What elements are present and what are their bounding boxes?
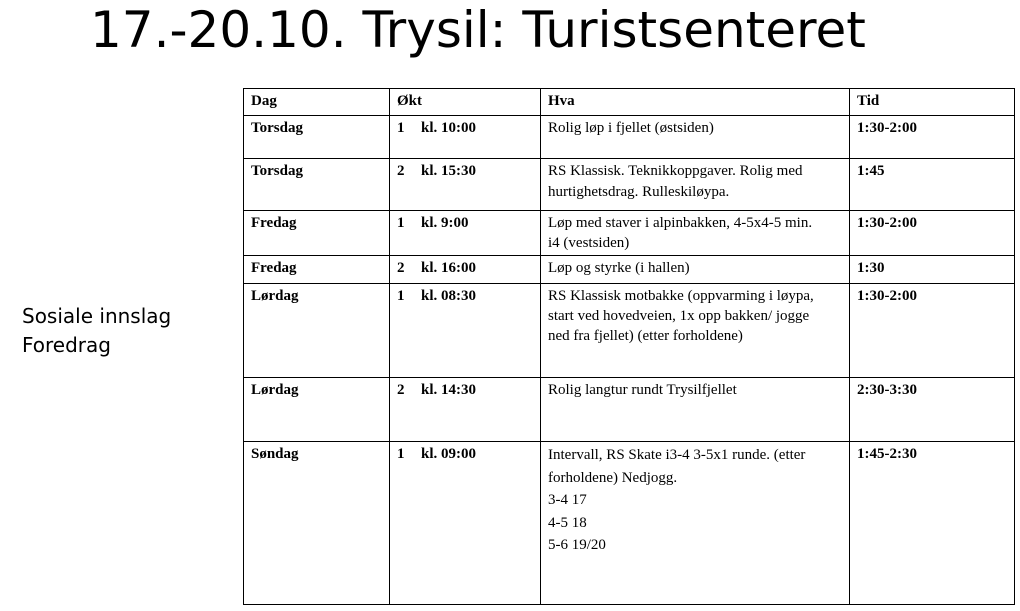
cell-hva (541, 116, 850, 159)
hva-line: Rolig langtur rundt Trysilfjellet (548, 382, 737, 398)
cell-hva (541, 256, 850, 284)
okt-time: kl. 14:30 (421, 382, 477, 398)
okt-number: 2 (397, 382, 405, 398)
side-notes (22, 302, 171, 360)
cell-hva (541, 442, 850, 605)
header-okt: Økt (390, 89, 541, 116)
okt-number: 1 (397, 215, 405, 231)
okt-number: 2 (397, 260, 405, 276)
header-tid: Tid (850, 89, 1015, 116)
cell-tid: 1:30-2:00 (850, 116, 1015, 159)
hva-line: ned fra fjellet) (etter forholdene) (548, 328, 743, 344)
okt-time: kl. 10:00 (421, 120, 477, 136)
cell-dag: Fredag (244, 256, 390, 284)
side-note: Foredrag (22, 333, 111, 357)
schedule-table (243, 88, 1015, 605)
table-row (244, 211, 1015, 256)
hva-line: Løp og styrke (i hallen) (548, 260, 690, 276)
cell-okt (390, 211, 541, 256)
hva-line: Intervall, RS Skate i3-4 3-5x1 runde. (etter (548, 447, 806, 463)
okt-number: 1 (397, 446, 405, 462)
header-dag: Dag (244, 89, 390, 116)
cell-dag: Fredag (244, 211, 390, 256)
cell-okt (390, 378, 541, 442)
cell-tid: 1:30-2:00 (850, 211, 1015, 256)
side-note: Sosiale innslag (22, 304, 172, 328)
cell-dag: Lørdag (244, 378, 390, 442)
hva-line: 4-5 18 (548, 514, 587, 531)
cell-hva (541, 378, 850, 442)
okt-number: 2 (397, 163, 405, 179)
okt-time: kl. 15:30 (421, 163, 477, 179)
cell-tid: 2:30-3:30 (850, 378, 1015, 442)
table-row (244, 256, 1015, 284)
cell-tid: 1:30 (850, 256, 1015, 284)
okt-time: kl. 08:30 (421, 288, 477, 304)
header-hva: Hva (541, 89, 850, 116)
hva-line: 3-4 17 (548, 492, 587, 508)
hva-line: start ved hovedveien, 1x opp bakken/ jogge (548, 308, 810, 324)
cell-okt (390, 442, 541, 605)
cell-tid: 1:45 (850, 159, 1015, 211)
table-row (244, 378, 1015, 442)
cell-dag: Torsdag (244, 116, 390, 159)
hva-line: 5-6 19/20 (548, 537, 606, 553)
cell-tid: 1:30-2:00 (850, 284, 1015, 378)
hva-line: Løp med staver i alpinbakken, 4-5x4-5 min. (548, 215, 813, 231)
okt-number: 1 (397, 288, 405, 304)
hva-line: forholdene) Nedjogg. (548, 469, 678, 486)
cell-hva (541, 284, 850, 378)
cell-hva (541, 159, 850, 211)
cell-hva (541, 211, 850, 256)
cell-dag: Søndag (244, 442, 390, 605)
hva-line: RS Klassisk. Teknikkoppgaver. Rolig med (548, 163, 803, 179)
okt-time: kl. 16:00 (421, 260, 477, 276)
cell-tid: 1:45-2:30 (850, 442, 1015, 605)
cell-okt (390, 284, 541, 378)
hva-line: i4 (vestsiden) (548, 235, 630, 251)
page-title: 17.-20.10. Trysil: Turistsenteret (90, 1, 866, 59)
hva-line: RS Klassisk motbakke (oppvarming i løypa, (548, 288, 814, 304)
hva-line: hurtighetsdrag. Rulleskiløypa. (548, 184, 730, 200)
table-row (244, 159, 1015, 211)
okt-number: 1 (397, 120, 405, 136)
cell-dag: Torsdag (244, 159, 390, 211)
cell-okt (390, 116, 541, 159)
table-row (244, 442, 1015, 605)
okt-time: kl. 9:00 (421, 215, 469, 231)
okt-time: kl. 09:00 (421, 446, 477, 462)
hva-line: Rolig løp i fjellet (østsiden) (548, 120, 714, 136)
table-row (244, 284, 1015, 378)
table-header-row (244, 89, 1015, 116)
cell-okt (390, 159, 541, 211)
cell-dag: Lørdag (244, 284, 390, 378)
table-row (244, 116, 1015, 159)
cell-okt (390, 256, 541, 284)
